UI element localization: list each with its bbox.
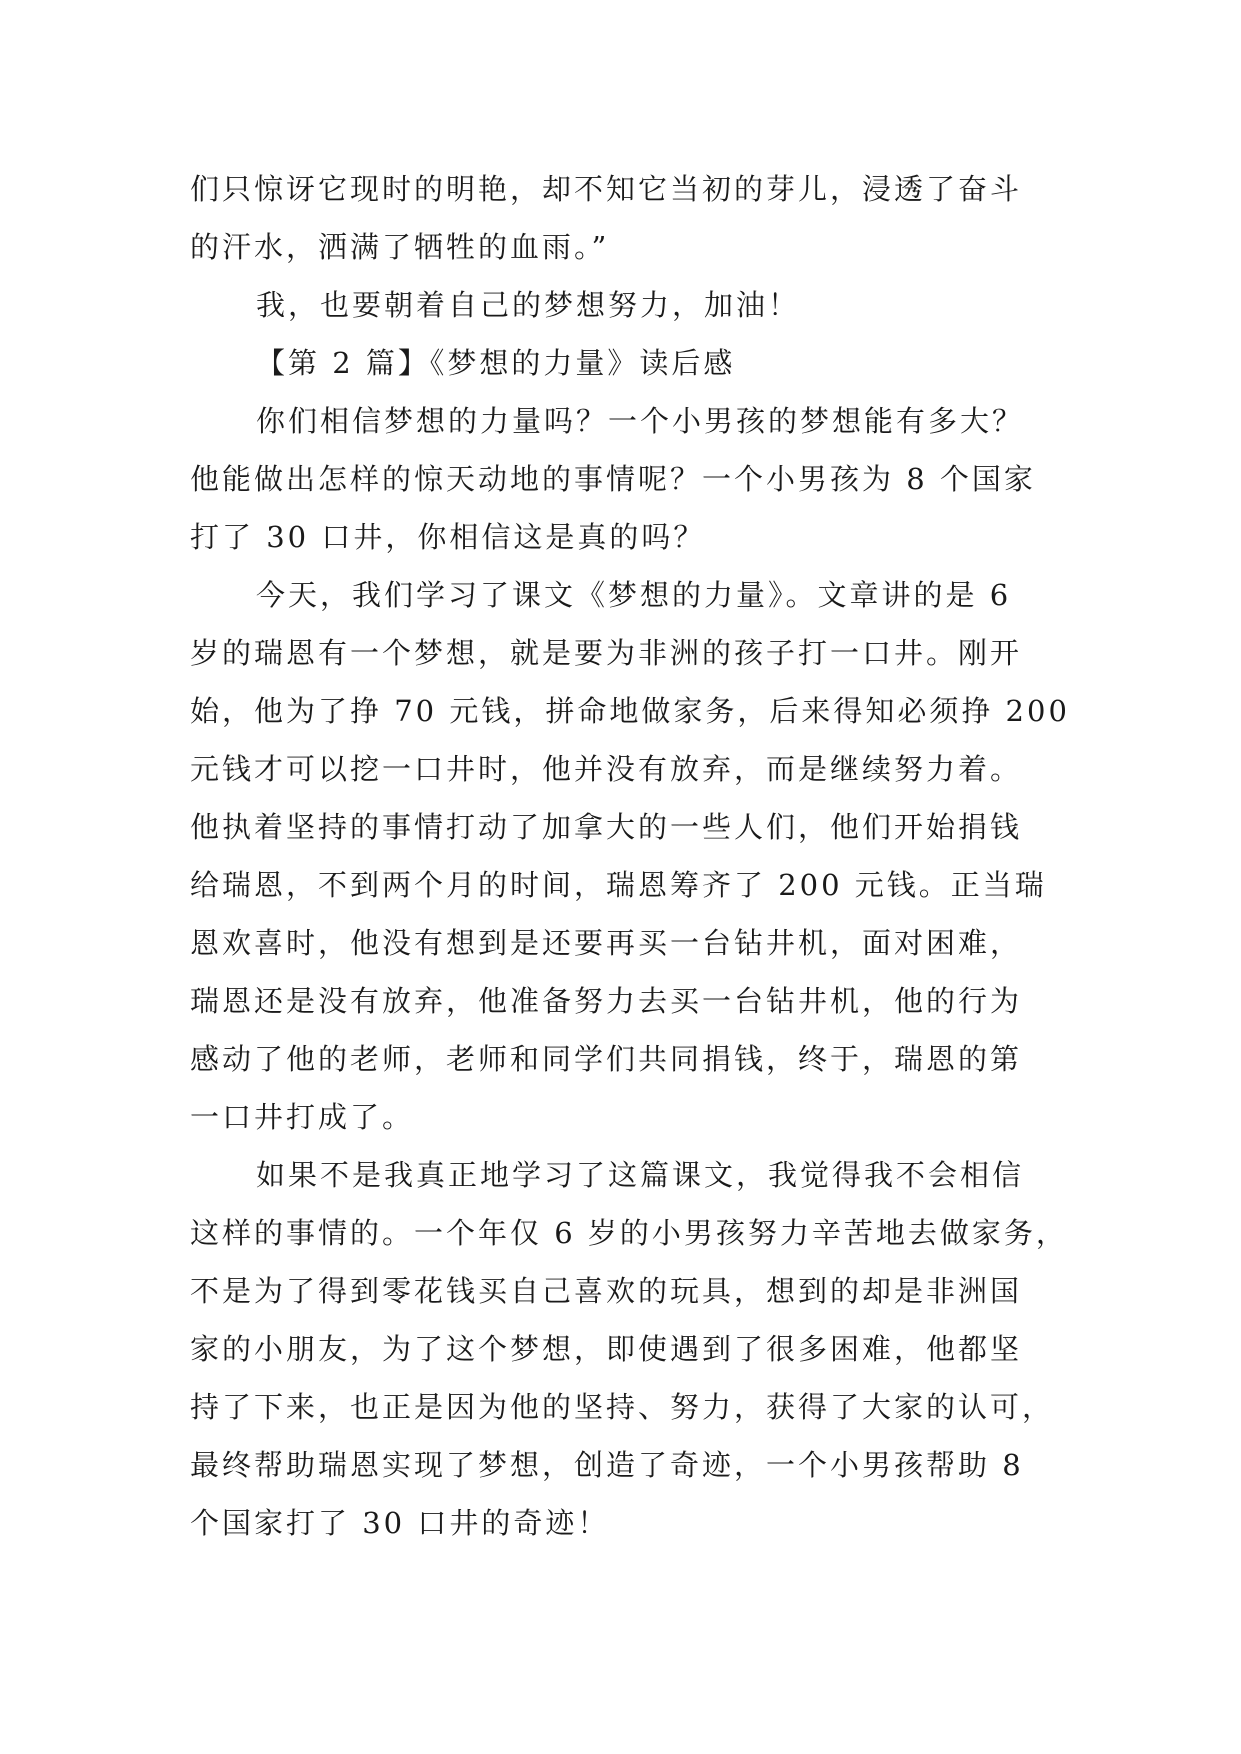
text-line: 他能做出怎样的惊天动地的事情呢？一个小男孩为 8 个国家 bbox=[190, 462, 1036, 496]
text-line: 这样的事情的。一个年仅 6 岁的小男孩努力辛苦地去做家务， bbox=[190, 1216, 1068, 1250]
paragraph-line: 我，也要朝着自己的梦想努力，加油！ bbox=[256, 288, 801, 322]
text-line: 给瑞恩，不到两个月的时间，瑞恩筹齐了 200 元钱。正当瑞 bbox=[190, 868, 1047, 902]
text-line: 感动了他的老师，老师和同学们共同捐钱，终于，瑞恩的第 bbox=[190, 1042, 1023, 1076]
section-heading: 【第 2 篇】《梦想的力量》读后感 bbox=[256, 346, 736, 380]
text-line: 恩欢喜时，他没有想到是还要再买一台钻井机，面对困难， bbox=[190, 926, 1023, 960]
text-line: 家的小朋友，为了这个梦想，即使遇到了很多困难，他都坚 bbox=[190, 1332, 1023, 1366]
text-line: 持了下来，也正是因为他的坚持、努力，获得了大家的认可， bbox=[190, 1390, 1055, 1424]
text-line: 的汗水，洒满了牺牲的血雨。” bbox=[190, 230, 610, 264]
text-line: 们只惊讶它现时的明艳，却不知它当初的芽儿，浸透了奋斗 bbox=[190, 172, 1023, 206]
text-line: 打了 30 口井，你相信这是真的吗？ bbox=[190, 520, 706, 554]
text-line: 最终帮助瑞恩实现了梦想，创造了奇迹，一个小男孩帮助 8 bbox=[190, 1448, 1024, 1482]
text-line: 个国家打了 30 口井的奇迹！ bbox=[190, 1506, 610, 1540]
paragraph-line: 如果不是我真正地学习了这篇课文，我觉得我不会相信 bbox=[256, 1158, 1025, 1192]
text-line: 不是为了得到零花钱买自己喜欢的玩具，想到的却是非洲国 bbox=[190, 1274, 1023, 1308]
document-body bbox=[190, 160, 1070, 1552]
text-line: 始，他为了挣 70 元钱，拼命地做家务，后来得知必须挣 200 bbox=[190, 694, 1070, 728]
paragraph-line: 今天，我们学习了课文《梦想的力量》。文章讲的是 6 bbox=[256, 578, 1012, 612]
text-line: 元钱才可以挖一口井时，他并没有放弃，而是继续努力着。 bbox=[190, 752, 1023, 786]
text-line: 他执着坚持的事情打动了加拿大的一些人们，他们开始捐钱 bbox=[190, 810, 1023, 844]
text-line: 一口井打成了。 bbox=[190, 1100, 415, 1134]
text-line: 瑞恩还是没有放弃，他准备努力去买一台钻井机，他的行为 bbox=[190, 984, 1023, 1018]
paragraph-line: 你们相信梦想的力量吗？一个小男孩的梦想能有多大？ bbox=[256, 404, 1025, 438]
text-line: 岁的瑞恩有一个梦想，就是要为非洲的孩子打一口井。刚开 bbox=[190, 636, 1023, 670]
